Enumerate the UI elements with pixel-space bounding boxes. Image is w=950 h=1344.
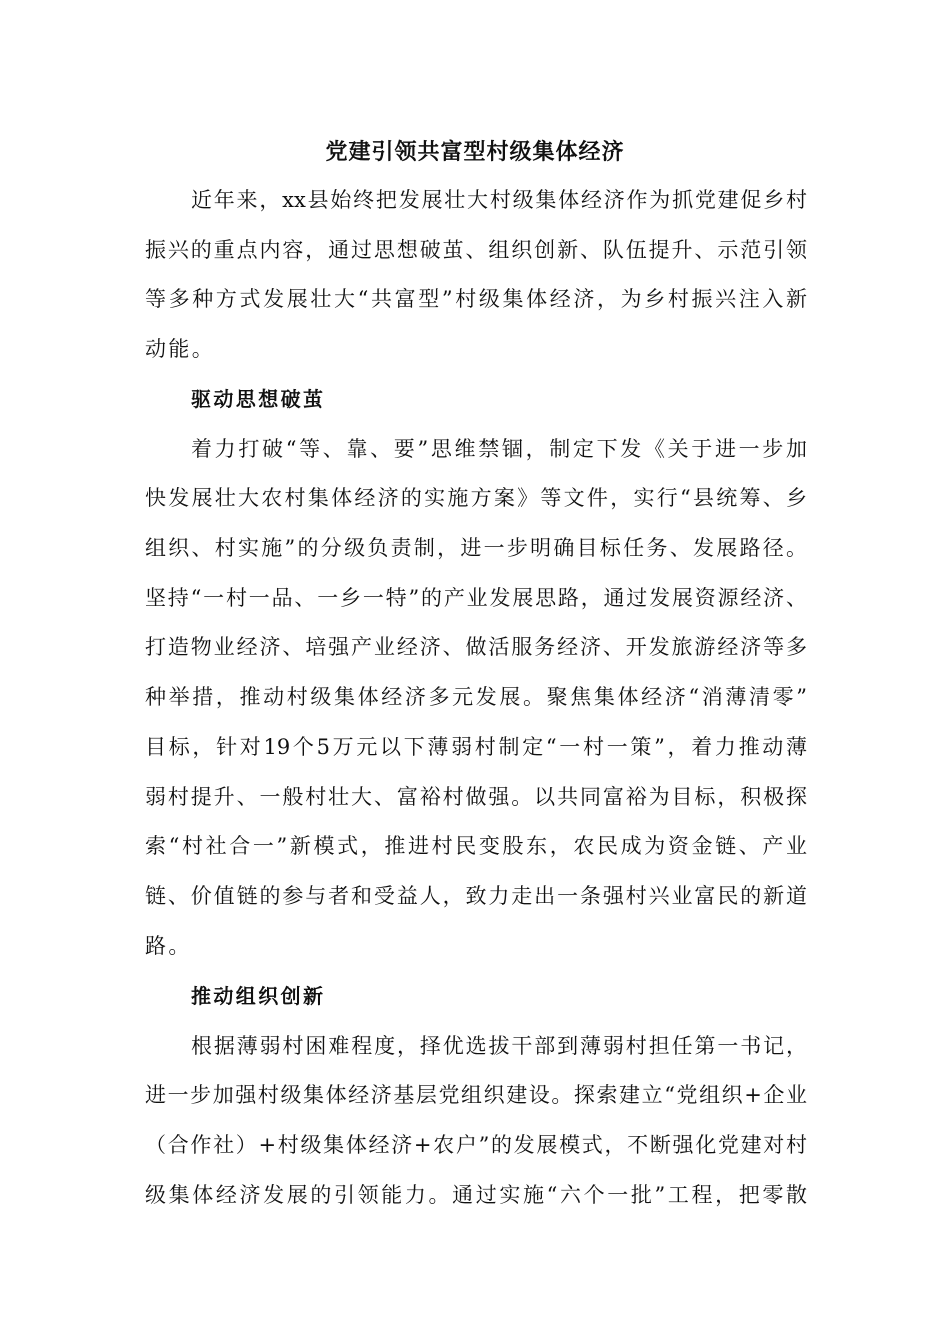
text-line: 索“村社合一”新模式，推进村民变股东，农民成为资金链、产业 xyxy=(145,834,807,859)
text-line: 坚持“一村一品、一乡一特”的产业发展思路，通过发展资源经济、 xyxy=(145,585,807,610)
text-line: 快发展壮大农村集体经济的实施方案》等文件，实行“县统筹、乡 xyxy=(145,486,807,511)
text-line: 动能。 xyxy=(145,337,216,362)
text-line: 弱村提升、一般村壮大、富裕村做强。以共同富裕为目标，积极探 xyxy=(145,784,807,809)
text-line: 振兴的重点内容，通过思想破茧、组织创新、队伍提升、示范引领 xyxy=(145,237,807,262)
text-line: 根据薄弱村困难程度，择优选拔干部到薄弱村担任第一书记， xyxy=(191,1033,807,1058)
text-line: 链、价值链的参与者和受益人，致力走出一条强村兴业富民的新道 xyxy=(145,883,807,908)
section-organization-innovation xyxy=(145,972,807,1220)
text-line: 组织、村实施”的分级负责制，进一步明确目标任务、发展路径。 xyxy=(145,536,807,561)
text-line: 级集体经济发展的引领能力。通过实施“六个一批”工程，把零散 xyxy=(145,1182,807,1207)
text-line: 等多种方式发展壮大“共富型”村级集体经济，为乡村振兴注入新 xyxy=(145,287,807,312)
text-line: （合作社）+村级集体经济+农户”的发展模式，不断强化党建对村 xyxy=(145,1133,807,1158)
text-line: 打造物业经济、培强产业经济、做活服务经济、开发旅游经济等多 xyxy=(145,635,807,660)
text-line: 路。 xyxy=(145,933,192,958)
section-heading: 驱动思想破茧 xyxy=(191,387,326,411)
intro-paragraph xyxy=(145,176,807,375)
text-line: 进一步加强村级集体经济基层党组织建设。探索建立“党组织+企业 xyxy=(145,1083,807,1108)
section-heading: 推动组织创新 xyxy=(191,984,326,1008)
text-line: 种举措，推动村级集体经济多元发展。聚焦集体经济“消薄清零” xyxy=(145,685,807,710)
text-line: 近年来，xx县始终把发展壮大村级集体经济作为抓党建促乡村 xyxy=(191,188,807,212)
section-drive-thinking xyxy=(145,375,807,971)
text-line: 目标，针对19个5万元以下薄弱村制定“一村一策”，着力推动薄 xyxy=(145,734,807,759)
text-line: 着力打破“等、靠、要”思维禁锢，制定下发《关于进一步加 xyxy=(191,436,807,461)
document-title: 党建引领共富型村级集体经济 xyxy=(325,140,625,165)
